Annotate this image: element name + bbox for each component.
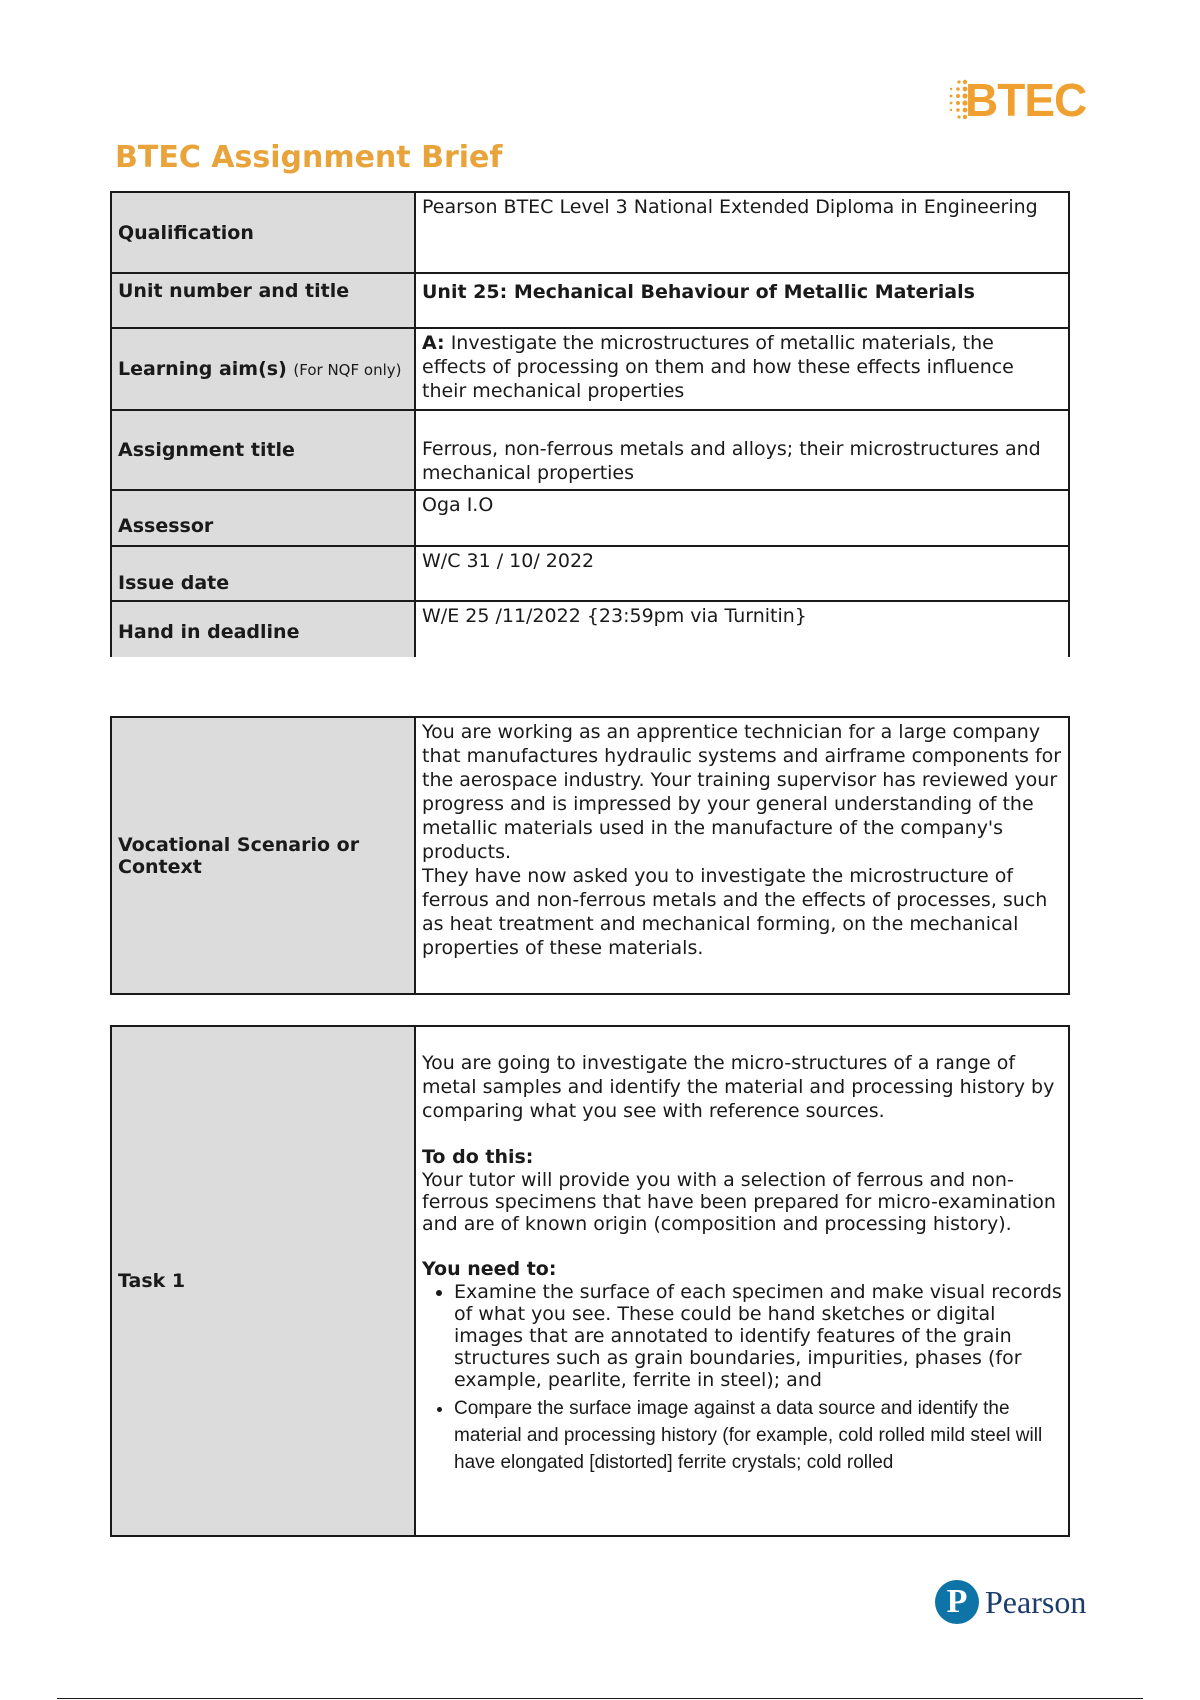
qualification-value: Pearson BTEC Level 3 National Extended Diploma in Engineering bbox=[415, 192, 1069, 273]
issue-date-label: Issue date bbox=[111, 546, 415, 601]
deadline-row bbox=[111, 601, 1069, 657]
deadline-value: W/E 25 /11/2022 {23:59pm via Turnitin} bbox=[415, 601, 1069, 657]
unit-label: Unit number and title bbox=[111, 273, 415, 328]
scenario-paragraph: You are working as an apprentice technician for a large company that manufactures hydraulic systems and airframe components for the aerospace industry. Your training supervisor has reviewed your progress and is impressed by your general understanding of the metallic materials used in the manufacture of the company's products. bbox=[422, 721, 1062, 863]
unit-value: Unit 25: Mechanical Behaviour of Metallic Materials bbox=[415, 273, 1069, 328]
learning-aims-value bbox=[415, 328, 1069, 410]
learning-aims-label-text: Learning aim(s) bbox=[118, 358, 287, 380]
task1-bullet-list bbox=[422, 1281, 1062, 1476]
qualification-label: Qualification bbox=[111, 192, 415, 273]
list-item: • Compare the surface image against a data source and identify the material and processing history (for example, cold rolled mild steel will have elongated [distorted] ferrite crystals; cold rolled bbox=[454, 1395, 1062, 1476]
task1-todo-text: Your tutor will provide you with a selection of ferrous and non-ferrous specimens that have been prepared for micro-examination and are of known origin (composition and processing history). bbox=[422, 1169, 1056, 1235]
footer-divider bbox=[57, 1698, 1143, 1699]
task1-todo-heading: To do this: bbox=[422, 1146, 534, 1168]
details-table bbox=[110, 191, 1070, 657]
issue-date-value: W/C 31 / 10/ 2022 bbox=[415, 546, 1069, 601]
deadline-label: Hand in deadline bbox=[111, 601, 415, 657]
task1-need-heading: You need to: bbox=[422, 1258, 557, 1280]
scenario-value bbox=[415, 717, 1069, 994]
assessor-label: Assessor bbox=[111, 490, 415, 546]
learning-aims-row bbox=[111, 328, 1069, 410]
assignment-title-row bbox=[111, 410, 1069, 490]
btec-logo bbox=[945, 72, 1085, 132]
task1-table bbox=[110, 1025, 1070, 1537]
list-item: • Examine the surface of each specimen and make visual records of what you see. These could be hand sketches or digital images that are annotated to identify features of the grain structures such as grain boundaries, impurities, phases (for example, pearlite, ferrite in steel); and bbox=[454, 1281, 1062, 1391]
unit-row bbox=[111, 273, 1069, 328]
pearson-wordmark: Pearson bbox=[985, 1584, 1087, 1620]
pearson-logo bbox=[935, 1580, 1095, 1630]
assignment-title-value: Ferrous, non-ferrous metals and alloys; their microstructures and mechanical properties bbox=[415, 410, 1069, 490]
qualification-row bbox=[111, 192, 1069, 273]
task1-row bbox=[111, 1026, 1069, 1536]
scenario-table bbox=[110, 716, 1070, 995]
learning-aims-prefix: A: bbox=[422, 332, 445, 354]
page-title: BTEC Assignment Brief bbox=[115, 140, 503, 175]
scenario-paragraph: They have now asked you to investigate the microstructure of ferrous and non-ferrous metals and the effects of processes, such as heat treatment and mechanical forming, on the mechanical properties of these materials. bbox=[422, 865, 1048, 959]
learning-aims-label bbox=[111, 328, 415, 410]
task1-intro: You are going to investigate the micro-structures of a range of metal samples and identify the material and processing history by comparing what you see with reference sources. bbox=[422, 1052, 1055, 1122]
btec-wordmark: BTEC bbox=[965, 74, 1087, 126]
pearson-mark-icon: P bbox=[935, 1580, 979, 1624]
assessor-row bbox=[111, 490, 1069, 546]
task1-label: Task 1 bbox=[111, 1026, 415, 1536]
scenario-label: Vocational Scenario or Context bbox=[111, 717, 415, 994]
scenario-row bbox=[111, 717, 1069, 994]
assessor-value: Oga I.O bbox=[415, 490, 1069, 546]
learning-aims-label-note: (For NQF only) bbox=[293, 361, 402, 379]
issue-date-row bbox=[111, 546, 1069, 601]
task1-body bbox=[415, 1026, 1069, 1536]
learning-aims-text: Investigate the microstructures of metallic materials, the effects of processing on them and how these effects influence their mechanical properties bbox=[422, 332, 1014, 402]
assignment-title-label: Assignment title bbox=[111, 410, 415, 490]
